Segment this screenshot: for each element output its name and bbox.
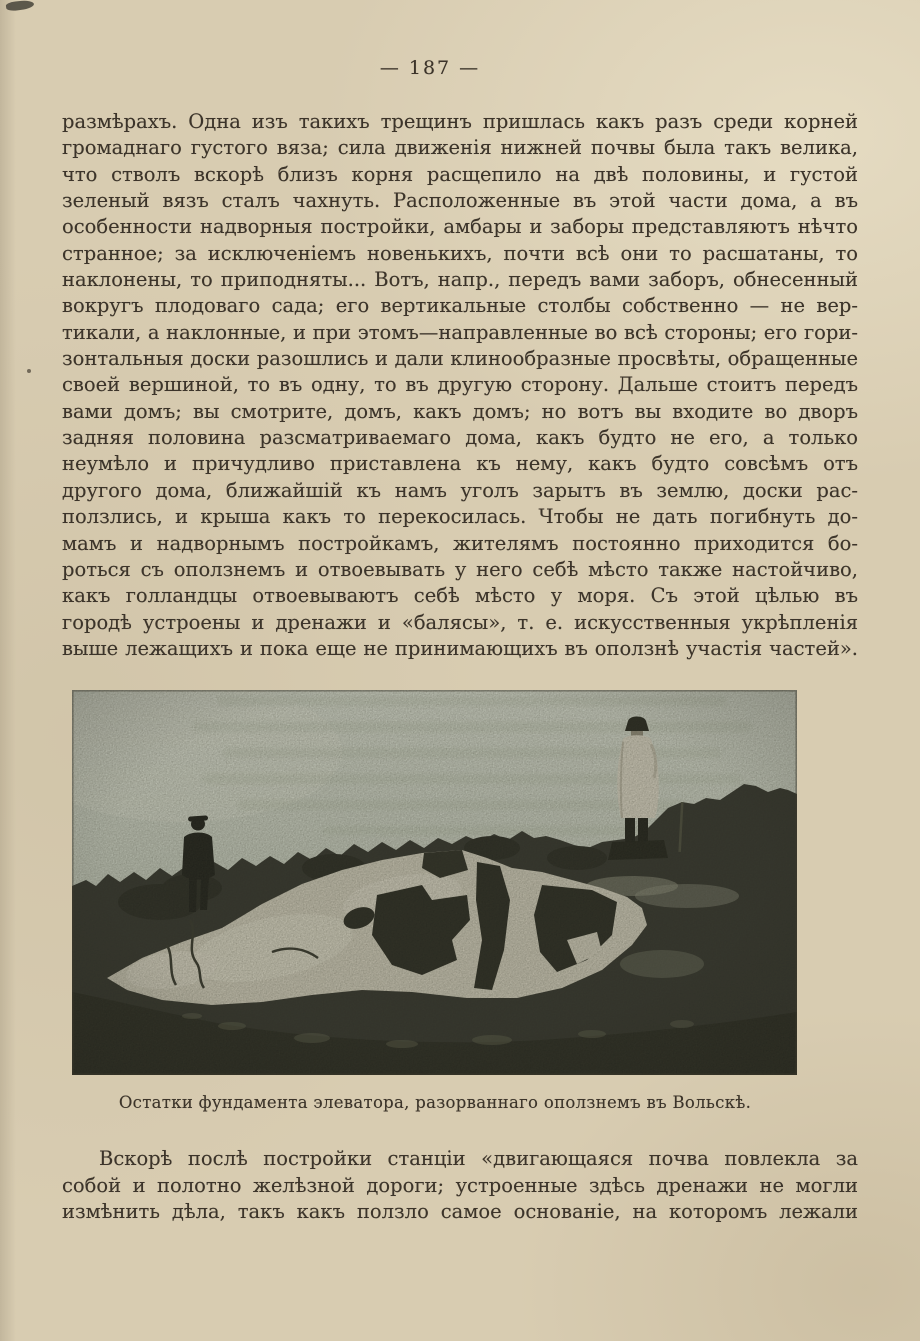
text-line: собой и полотно желѣзной дороги; устроенные здѣсь дренажи не могли: [62, 1173, 858, 1197]
scan-dot: [27, 369, 31, 373]
page-number: — 187 —: [379, 57, 481, 79]
text-line: неумѣло и причудливо приставлена къ нему, какъ будто совсѣмъ отъ: [62, 452, 858, 476]
photo-caption: Остатки фундамента элеватора, разорваннаго оползнемъ въ Вольскѣ.: [118, 1093, 752, 1112]
closing-paragraph: [62, 1146, 858, 1226]
text-line: что стволъ вскорѣ близъ корня расщепило на двѣ половины, и густой: [62, 162, 858, 186]
body-paragraph: [62, 109, 858, 662]
text-line: измѣнить дѣла, такъ какъ ползло самое основаніе, на которомъ лежали: [62, 1200, 858, 1224]
text-line: другого дома, ближайшій къ намъ уголъ зарытъ въ землю, доски рас-: [62, 478, 858, 502]
text-line: роться съ оползнемъ и отвоевывать у него себѣ мѣсто также настойчиво,: [62, 557, 858, 581]
scan-speck: [6, 0, 35, 12]
text-line: городѣ устроены и дренажи и «балясы», т. е. искусственныя укрѣпленія: [62, 610, 858, 634]
figure: [72, 690, 797, 1075]
text-line: вами домъ; вы смотрите, домъ, какъ домъ; но вотъ вы входите во дворъ: [62, 399, 858, 423]
text-line: какъ голландцы отвоевываютъ себѣ мѣсто у моря. Съ этой цѣлью въ: [62, 584, 858, 608]
landslide-photo: [72, 690, 797, 1075]
text-line: вокругъ плодоваго сада; его вертикальные столбы собственно — не вер-: [62, 294, 858, 318]
text-line: размѣрахъ. Одна изъ такихъ трещинъ пришлась какъ разъ среди корней: [62, 110, 858, 133]
text-line: тикали, а наклонные, и при этомъ—направленные во всѣ стороны; его гори-: [62, 320, 858, 344]
text-line: зонтальныя доски разошлись и дали клинообразные просвѣты, обращенные: [62, 347, 858, 371]
text-line: наклонены, то приподняты... Вотъ, напр., передъ вами заборъ, обнесенный: [62, 268, 858, 292]
text-line: особенности надворныя постройки, амбары и заборы представляютъ нѣчто: [62, 215, 858, 239]
text-line: зеленый вязъ сталъ чахнуть. Расположенные въ этой части дома, а въ: [62, 189, 858, 213]
text-line: выше лежащихъ и пока еще не принимающихъ въ оползнѣ участія частей».: [62, 636, 858, 660]
text-line: своей вершиной, то въ одну, то въ другую сторону. Дальше стоитъ передъ: [62, 373, 858, 397]
text-line: странное; за исключеніемъ новенькихъ, почти всѣ они то расшатаны, то: [62, 241, 858, 265]
grain-overlay: [72, 690, 797, 1075]
text-line: громаднаго густого вяза; сила движенія нижней почвы была такъ велика,: [62, 136, 858, 160]
text-line: мамъ и надворнымъ постройкамъ, жителямъ постоянно приходится бо-: [62, 531, 858, 555]
text-line: задняя половина разсматриваемаго дома, какъ будто не его, а только: [62, 426, 858, 450]
text-line: ползлись, и крыша какъ то перекосилась. Чтобы не дать погибнуть до-: [62, 505, 858, 529]
text-line: Вскорѣ послѣ постройки станціи «двигающаяся почва повлекла за: [99, 1147, 858, 1170]
